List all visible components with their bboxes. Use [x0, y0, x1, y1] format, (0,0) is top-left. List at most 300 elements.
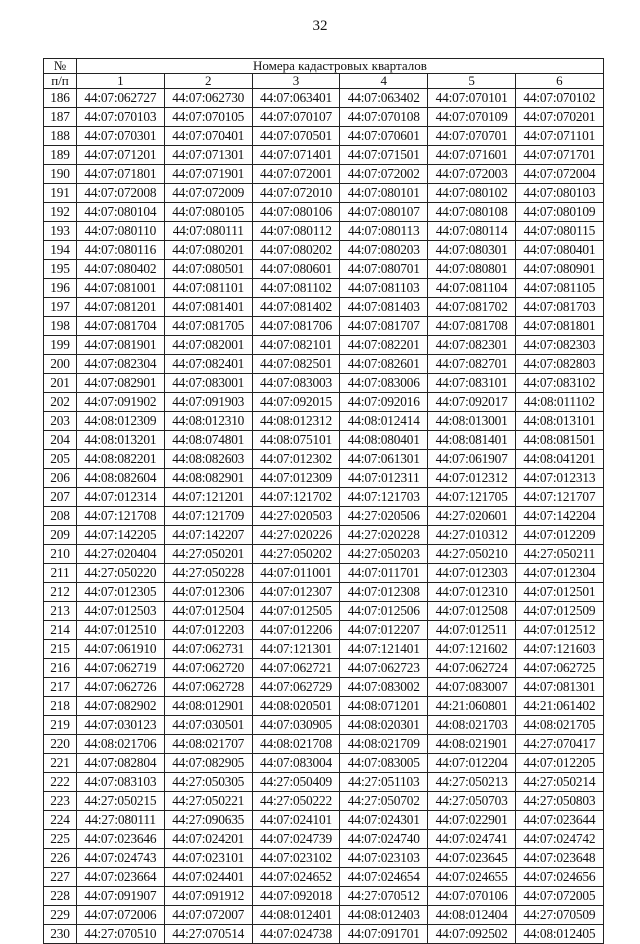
cadastral-quarter-cell: 44:07:070501 — [252, 127, 340, 146]
table-body — [44, 89, 604, 944]
cadastral-quarter-cell: 44:08:011102 — [515, 393, 603, 412]
cadastral-quarter-cell: 44:07:081401 — [164, 298, 252, 317]
row-number: 196 — [44, 279, 77, 298]
cadastral-quarter-cell: 44:08:041201 — [515, 450, 603, 469]
cadastral-quarter-cell: 44:07:080101 — [340, 184, 428, 203]
cadastral-quarter-cell: 44:07:091903 — [164, 393, 252, 412]
cadastral-quarter-cell: 44:07:091907 — [77, 887, 165, 906]
cadastral-quarter-cell: 44:07:081101 — [164, 279, 252, 298]
cadastral-quarter-cell: 44:07:121401 — [340, 640, 428, 659]
header-column-4: 4 — [340, 74, 428, 89]
cadastral-quarter-cell: 44:07:121301 — [252, 640, 340, 659]
cadastral-quarter-cell: 44:07:012509 — [515, 602, 603, 621]
cadastral-quarter-cell: 44:08:013001 — [428, 412, 516, 431]
cadastral-quarter-cell: 44:07:072003 — [428, 165, 516, 184]
cadastral-quarter-cell: 44:08:081401 — [428, 431, 516, 450]
cadastral-quarter-cell: 44:07:082001 — [164, 336, 252, 355]
cadastral-quarter-cell: 44:07:062731 — [164, 640, 252, 659]
cadastral-quarter-cell: 44:07:012205 — [515, 754, 603, 773]
cadastral-quarter-cell: 44:07:012506 — [340, 602, 428, 621]
cadastral-quarter-cell: 44:07:070401 — [164, 127, 252, 146]
cadastral-quarter-cell: 44:07:080116 — [77, 241, 165, 260]
cadastral-quarter-cell: 44:07:082101 — [252, 336, 340, 355]
cadastral-quarter-cell: 44:08:021707 — [164, 735, 252, 754]
cadastral-quarter-cell: 44:08:075101 — [252, 431, 340, 450]
cadastral-quarter-cell: 44:27:070510 — [77, 925, 165, 944]
cadastral-quarter-cell: 44:07:092502 — [428, 925, 516, 944]
row-number: 228 — [44, 887, 77, 906]
table-row — [44, 583, 604, 602]
cadastral-quarter-cell: 44:07:012504 — [164, 602, 252, 621]
cadastral-quarter-cell: 44:07:083103 — [77, 773, 165, 792]
cadastral-quarter-cell: 44:08:021706 — [77, 735, 165, 754]
cadastral-quarter-cell: 44:08:012901 — [164, 697, 252, 716]
cadastral-quarter-cell: 44:07:091701 — [340, 925, 428, 944]
row-number: 220 — [44, 735, 77, 754]
cadastral-quarter-cell: 44:07:083101 — [428, 374, 516, 393]
cadastral-quarter-cell: 44:07:142205 — [77, 526, 165, 545]
cadastral-quarter-cell: 44:07:121201 — [164, 488, 252, 507]
cadastral-quarter-cell: 44:08:082901 — [164, 469, 252, 488]
cadastral-quarter-cell: 44:27:050221 — [164, 792, 252, 811]
cadastral-quarter-cell: 44:27:050228 — [164, 564, 252, 583]
table-row — [44, 830, 604, 849]
cadastral-quarter-cell: 44:08:021708 — [252, 735, 340, 754]
cadastral-quarter-cell: 44:07:012501 — [515, 583, 603, 602]
table-row — [44, 450, 604, 469]
cadastral-quarter-cell: 44:27:050211 — [515, 545, 603, 564]
cadastral-quarter-cell: 44:07:024743 — [77, 849, 165, 868]
table-row — [44, 222, 604, 241]
cadastral-quarter-cell: 44:27:050220 — [77, 564, 165, 583]
cadastral-quarter-cell: 44:07:080109 — [515, 203, 603, 222]
cadastral-quarter-cell: 44:07:083003 — [252, 374, 340, 393]
cadastral-quarter-cell: 44:07:082601 — [340, 355, 428, 374]
cadastral-quarter-cell: 44:07:083002 — [340, 678, 428, 697]
cadastral-quarter-cell: 44:07:080107 — [340, 203, 428, 222]
cadastral-quarter-cell: 44:27:051103 — [340, 773, 428, 792]
cadastral-quarter-cell: 44:07:070701 — [428, 127, 516, 146]
cadastral-quarter-cell: 44:07:080203 — [340, 241, 428, 260]
cadastral-quarter-cell: 44:07:071801 — [77, 165, 165, 184]
cadastral-quarter-cell: 44:07:080104 — [77, 203, 165, 222]
cadastral-quarter-cell: 44:08:012312 — [252, 412, 340, 431]
row-number: 205 — [44, 450, 77, 469]
row-number: 221 — [44, 754, 77, 773]
cadastral-quarter-cell: 44:07:061301 — [340, 450, 428, 469]
table-row — [44, 868, 604, 887]
cadastral-quarter-cell: 44:07:024654 — [340, 868, 428, 887]
cadastral-quarter-cell: 44:08:080401 — [340, 431, 428, 450]
table-row — [44, 678, 604, 697]
row-number: 193 — [44, 222, 77, 241]
row-number: 224 — [44, 811, 77, 830]
header-number-top: № — [44, 59, 77, 74]
table-row — [44, 279, 604, 298]
cadastral-quarter-cell: 44:07:071901 — [164, 165, 252, 184]
row-number: 213 — [44, 602, 77, 621]
row-number: 206 — [44, 469, 77, 488]
table-row — [44, 906, 604, 925]
table-row — [44, 792, 604, 811]
cadastral-quarter-cell: 44:07:080115 — [515, 222, 603, 241]
cadastral-quarter-cell: 44:07:024652 — [252, 868, 340, 887]
table-row — [44, 773, 604, 792]
cadastral-quarter-cell: 44:07:080114 — [428, 222, 516, 241]
cadastral-quarter-cell: 44:07:024742 — [515, 830, 603, 849]
cadastral-quarter-cell: 44:21:060801 — [428, 697, 516, 716]
cadastral-quarter-cell: 44:07:030501 — [164, 716, 252, 735]
cadastral-quarter-cell: 44:07:070108 — [340, 108, 428, 127]
cadastral-quarter-cell: 44:07:012203 — [164, 621, 252, 640]
cadastral-quarter-cell: 44:27:070512 — [340, 887, 428, 906]
table-row — [44, 887, 604, 906]
cadastral-quarter-cell: 44:08:082603 — [164, 450, 252, 469]
header-column-1: 1 — [77, 74, 165, 89]
cadastral-quarter-cell: 44:07:012511 — [428, 621, 516, 640]
table-row — [44, 317, 604, 336]
cadastral-quarter-cell: 44:07:082905 — [164, 754, 252, 773]
table-row — [44, 336, 604, 355]
cadastral-quarter-cell: 44:07:012304 — [515, 564, 603, 583]
cadastral-quarter-cell: 44:27:050214 — [515, 773, 603, 792]
cadastral-quarter-cell: 44:07:081001 — [77, 279, 165, 298]
cadastral-quarter-cell: 44:07:012505 — [252, 602, 340, 621]
cadastral-quarter-cell: 44:07:082701 — [428, 355, 516, 374]
cadastral-quarter-cell: 44:07:081103 — [340, 279, 428, 298]
cadastral-quarter-cell: 44:07:080801 — [428, 260, 516, 279]
cadastral-quarter-cell: 44:27:070417 — [515, 735, 603, 754]
cadastral-quarter-cell: 44:07:081705 — [164, 317, 252, 336]
table-row — [44, 355, 604, 374]
cadastral-quarter-cell: 44:07:070101 — [428, 89, 516, 108]
cadastral-quarter-cell: 44:07:072010 — [252, 184, 340, 203]
cadastral-quarter-cell: 44:07:030123 — [77, 716, 165, 735]
cadastral-quarter-cell: 44:07:071101 — [515, 127, 603, 146]
cadastral-quarter-cell: 44:07:012311 — [340, 469, 428, 488]
cadastral-quarter-cell: 44:07:024201 — [164, 830, 252, 849]
table-row — [44, 108, 604, 127]
cadastral-quarter-cell: 44:07:012310 — [428, 583, 516, 602]
cadastral-quarter-cell: 44:07:062725 — [515, 659, 603, 678]
cadastral-quarter-cell: 44:27:050203 — [340, 545, 428, 564]
cadastral-quarter-cell: 44:07:023664 — [77, 868, 165, 887]
cadastral-quarter-cell: 44:08:081501 — [515, 431, 603, 450]
row-number: 186 — [44, 89, 77, 108]
cadastral-quarter-cell: 44:07:062730 — [164, 89, 252, 108]
row-number: 194 — [44, 241, 77, 260]
cadastral-quarter-cell: 44:07:012508 — [428, 602, 516, 621]
cadastral-quarter-cell: 44:07:121709 — [164, 507, 252, 526]
cadastral-quarter-cell: 44:07:062724 — [428, 659, 516, 678]
cadastral-quarter-cell: 44:07:081901 — [77, 336, 165, 355]
cadastral-quarter-cell: 44:07:121707 — [515, 488, 603, 507]
cadastral-quarter-cell: 44:07:092018 — [252, 887, 340, 906]
cadastral-quarter-cell: 44:07:024740 — [340, 830, 428, 849]
cadastral-quarter-cell: 44:07:081105 — [515, 279, 603, 298]
table-row — [44, 241, 604, 260]
cadastral-quarter-cell: 44:07:022901 — [428, 811, 516, 830]
cadastral-quarter-cell: 44:07:082804 — [77, 754, 165, 773]
table-row — [44, 602, 604, 621]
table-row — [44, 754, 604, 773]
cadastral-quarter-cell: 44:07:081104 — [428, 279, 516, 298]
cadastral-quarter-cell: 44:07:080501 — [164, 260, 252, 279]
cadastral-quarter-cell: 44:07:012206 — [252, 621, 340, 640]
row-number: 203 — [44, 412, 77, 431]
row-number: 211 — [44, 564, 77, 583]
row-number: 225 — [44, 830, 77, 849]
cadastral-quarter-cell: 44:07:082803 — [515, 355, 603, 374]
cadastral-quarter-cell: 44:07:080701 — [340, 260, 428, 279]
cadastral-quarter-cell: 44:07:083001 — [164, 374, 252, 393]
table-row — [44, 127, 604, 146]
table-row — [44, 412, 604, 431]
cadastral-quarter-cell: 44:08:020501 — [252, 697, 340, 716]
cadastral-quarter-cell: 44:27:090635 — [164, 811, 252, 830]
row-number: 218 — [44, 697, 77, 716]
table-row — [44, 659, 604, 678]
table-row — [44, 640, 604, 659]
cadastral-quarter-cell: 44:07:011001 — [252, 564, 340, 583]
cadastral-quarter-cell: 44:07:070103 — [77, 108, 165, 127]
cadastral-quarter-cell: 44:07:072001 — [252, 165, 340, 184]
table-row — [44, 165, 604, 184]
row-number: 201 — [44, 374, 77, 393]
cadastral-quarter-cell: 44:07:070109 — [428, 108, 516, 127]
cadastral-quarter-cell: 44:07:072008 — [77, 184, 165, 203]
cadastral-quarter-cell: 44:07:023645 — [428, 849, 516, 868]
row-number: 223 — [44, 792, 77, 811]
cadastral-quarter-cell: 44:07:121708 — [77, 507, 165, 526]
cadastral-quarter-cell: 44:08:013101 — [515, 412, 603, 431]
table-row — [44, 488, 604, 507]
header-group-title: Номера кадастровых кварталов — [77, 59, 604, 74]
cadastral-quarter-cell: 44:07:071701 — [515, 146, 603, 165]
row-number: 216 — [44, 659, 77, 678]
cadastral-quarter-cell: 44:07:023102 — [252, 849, 340, 868]
cadastral-quarter-cell: 44:27:020503 — [252, 507, 340, 526]
cadastral-quarter-cell: 44:07:072005 — [515, 887, 603, 906]
cadastral-quarter-cell: 44:07:083005 — [340, 754, 428, 773]
cadastral-quarter-cell: 44:07:012314 — [77, 488, 165, 507]
cadastral-quarter-cell: 44:07:024301 — [340, 811, 428, 830]
cadastral-quarter-cell: 44:07:071401 — [252, 146, 340, 165]
table-row — [44, 260, 604, 279]
cadastral-quarter-cell: 44:07:023103 — [340, 849, 428, 868]
cadastral-quarter-cell: 44:08:021901 — [428, 735, 516, 754]
cadastral-quarter-cell: 44:27:050215 — [77, 792, 165, 811]
table-row — [44, 431, 604, 450]
cadastral-quarter-cell: 44:27:020226 — [252, 526, 340, 545]
cadastral-quarter-cell: 44:07:080103 — [515, 184, 603, 203]
cadastral-quarter-cell: 44:07:062727 — [77, 89, 165, 108]
row-number: 209 — [44, 526, 77, 545]
cadastral-quarter-cell: 44:07:083007 — [428, 678, 516, 697]
row-number: 229 — [44, 906, 77, 925]
cadastral-quarter-cell: 44:08:013201 — [77, 431, 165, 450]
cadastral-quarter-cell: 44:07:071201 — [77, 146, 165, 165]
cadastral-quarter-cell: 44:27:050213 — [428, 773, 516, 792]
cadastral-quarter-cell: 44:07:082301 — [428, 336, 516, 355]
cadastral-quarter-cell: 44:07:092016 — [340, 393, 428, 412]
cadastral-quarter-cell: 44:07:081706 — [252, 317, 340, 336]
row-number: 226 — [44, 849, 77, 868]
header-column-2: 2 — [164, 74, 252, 89]
cadastral-quarter-cell: 44:07:023646 — [77, 830, 165, 849]
cadastral-quarter-cell: 44:08:012401 — [252, 906, 340, 925]
cadastral-quarter-cell: 44:27:050201 — [164, 545, 252, 564]
cadastral-quarter-cell: 44:07:012308 — [340, 583, 428, 602]
cadastral-quarter-cell: 44:07:024738 — [252, 925, 340, 944]
cadastral-quarter-cell: 44:07:063401 — [252, 89, 340, 108]
row-number: 188 — [44, 127, 77, 146]
cadastral-quarter-cell: 44:27:020506 — [340, 507, 428, 526]
cadastral-quarter-cell: 44:07:062723 — [340, 659, 428, 678]
cadastral-quarter-cell: 44:07:121703 — [340, 488, 428, 507]
cadastral-quarter-cell: 44:08:021703 — [428, 716, 516, 735]
cadastral-quarter-cell: 44:07:062728 — [164, 678, 252, 697]
cadastral-quarter-cell: 44:08:020301 — [340, 716, 428, 735]
cadastral-quarter-cell: 44:27:020228 — [340, 526, 428, 545]
cadastral-quarter-cell: 44:07:023644 — [515, 811, 603, 830]
cadastral-quarter-cell: 44:07:070105 — [164, 108, 252, 127]
cadastral-quarter-cell: 44:07:012207 — [340, 621, 428, 640]
cadastral-quarter-cell: 44:07:071301 — [164, 146, 252, 165]
cadastral-quarter-cell: 44:27:080111 — [77, 811, 165, 830]
cadastral-quarter-cell: 44:07:082501 — [252, 355, 340, 374]
cadastral-quarter-cell: 44:07:080111 — [164, 222, 252, 241]
table-row — [44, 811, 604, 830]
cadastral-quarter-cell: 44:07:071501 — [340, 146, 428, 165]
cadastral-quarter-cell: 44:07:012312 — [428, 469, 516, 488]
cadastral-quarter-cell: 44:07:080601 — [252, 260, 340, 279]
table-row — [44, 469, 604, 488]
cadastral-quarter-cell: 44:27:050803 — [515, 792, 603, 811]
table-row — [44, 507, 604, 526]
cadastral-quarter-cell: 44:07:082304 — [77, 355, 165, 374]
cadastral-quarter-cell: 44:08:021709 — [340, 735, 428, 754]
row-number: 204 — [44, 431, 77, 450]
cadastral-quarter-cell: 44:07:024741 — [428, 830, 516, 849]
cadastral-quarter-cell: 44:27:050702 — [340, 792, 428, 811]
cadastral-quarter-cell: 44:08:071201 — [340, 697, 428, 716]
cadastral-quarter-cell: 44:07:024656 — [515, 868, 603, 887]
cadastral-quarter-cell: 44:27:050305 — [164, 773, 252, 792]
cadastral-quarter-cell: 44:07:080112 — [252, 222, 340, 241]
cadastral-quarter-cell: 44:08:021705 — [515, 716, 603, 735]
row-number: 208 — [44, 507, 77, 526]
header-column-6: 6 — [515, 74, 603, 89]
row-number: 190 — [44, 165, 77, 184]
cadastral-quarter-cell: 44:07:072004 — [515, 165, 603, 184]
cadastral-quarter-cell: 44:07:121705 — [428, 488, 516, 507]
table-row — [44, 146, 604, 165]
row-number: 197 — [44, 298, 77, 317]
row-number: 210 — [44, 545, 77, 564]
cadastral-quarter-cell: 44:27:070514 — [164, 925, 252, 944]
cadastral-quarter-cell: 44:07:121603 — [515, 640, 603, 659]
cadastral-quarter-cell: 44:07:080401 — [515, 241, 603, 260]
cadastral-quarter-cell: 44:08:012403 — [340, 906, 428, 925]
cadastral-quarter-cell: 44:07:062720 — [164, 659, 252, 678]
cadastral-quarter-cell: 44:07:012510 — [77, 621, 165, 640]
table-row — [44, 735, 604, 754]
cadastral-quarter-cell: 44:07:082901 — [77, 374, 165, 393]
table-row — [44, 564, 604, 583]
cadastral-quarter-cell: 44:07:083004 — [252, 754, 340, 773]
cadastral-quarter-cell: 44:07:062721 — [252, 659, 340, 678]
cadastral-quarter-cell: 44:07:083006 — [340, 374, 428, 393]
cadastral-quarter-cell: 44:07:011701 — [340, 564, 428, 583]
table-row — [44, 393, 604, 412]
cadastral-quarter-cell: 44:07:070102 — [515, 89, 603, 108]
cadastral-quarter-cell: 44:07:142207 — [164, 526, 252, 545]
cadastral-quarter-cell: 44:07:081301 — [515, 678, 603, 697]
cadastral-quarter-cell: 44:07:012503 — [77, 602, 165, 621]
cadastral-quarter-cell: 44:08:082201 — [77, 450, 165, 469]
cadastral-quarter-cell: 44:07:012309 — [252, 469, 340, 488]
cadastral-quarter-cell: 44:27:050202 — [252, 545, 340, 564]
row-number: 222 — [44, 773, 77, 792]
cadastral-quarter-cell: 44:07:082902 — [77, 697, 165, 716]
row-number: 212 — [44, 583, 77, 602]
cadastral-quarter-cell: 44:07:062719 — [77, 659, 165, 678]
cadastral-quarter-cell: 44:07:072002 — [340, 165, 428, 184]
cadastral-quarter-cell: 44:07:024401 — [164, 868, 252, 887]
cadastral-quarter-cell: 44:07:012204 — [428, 754, 516, 773]
cadastral-quarter-cell: 44:07:024655 — [428, 868, 516, 887]
cadastral-quarter-cell: 44:07:081402 — [252, 298, 340, 317]
cadastral-quarter-cell: 44:27:050210 — [428, 545, 516, 564]
table-row — [44, 89, 604, 108]
cadastral-quarter-cell: 44:07:080106 — [252, 203, 340, 222]
row-number: 199 — [44, 336, 77, 355]
cadastral-quarter-cell: 44:07:081201 — [77, 298, 165, 317]
table-row — [44, 849, 604, 868]
cadastral-quarter-cell: 44:07:070106 — [428, 887, 516, 906]
table-row — [44, 526, 604, 545]
cadastral-quarter-cell: 44:08:012309 — [77, 412, 165, 431]
table-row — [44, 697, 604, 716]
cadastral-quarter-cell: 44:27:050409 — [252, 773, 340, 792]
row-number: 187 — [44, 108, 77, 127]
cadastral-quarter-cell: 44:07:012307 — [252, 583, 340, 602]
cadastral-quarter-cell: 44:27:070509 — [515, 906, 603, 925]
row-number: 215 — [44, 640, 77, 659]
cadastral-quarter-cell: 44:07:080102 — [428, 184, 516, 203]
cadastral-quarter-cell: 44:07:082401 — [164, 355, 252, 374]
cadastral-quarter-cell: 44:08:082604 — [77, 469, 165, 488]
cadastral-quarter-cell: 44:08:012404 — [428, 906, 516, 925]
row-number: 227 — [44, 868, 77, 887]
row-number: 219 — [44, 716, 77, 735]
cadastral-quarter-cell: 44:07:024739 — [252, 830, 340, 849]
cadastral-quarter-cell: 44:07:083102 — [515, 374, 603, 393]
cadastral-quarter-cell: 44:07:080108 — [428, 203, 516, 222]
cadastral-quarter-cell: 44:07:012305 — [77, 583, 165, 602]
row-number: 207 — [44, 488, 77, 507]
cadastral-quarter-cell: 44:07:081403 — [340, 298, 428, 317]
cadastral-quarters-table — [43, 58, 604, 944]
cadastral-quarter-cell: 44:07:070601 — [340, 127, 428, 146]
cadastral-quarter-cell: 44:08:012414 — [340, 412, 428, 431]
cadastral-quarter-cell: 44:07:012302 — [252, 450, 340, 469]
row-number: 195 — [44, 260, 77, 279]
cadastral-quarter-cell: 44:07:062729 — [252, 678, 340, 697]
cadastral-quarter-cell: 44:07:070107 — [252, 108, 340, 127]
cadastral-quarter-cell: 44:07:080402 — [77, 260, 165, 279]
